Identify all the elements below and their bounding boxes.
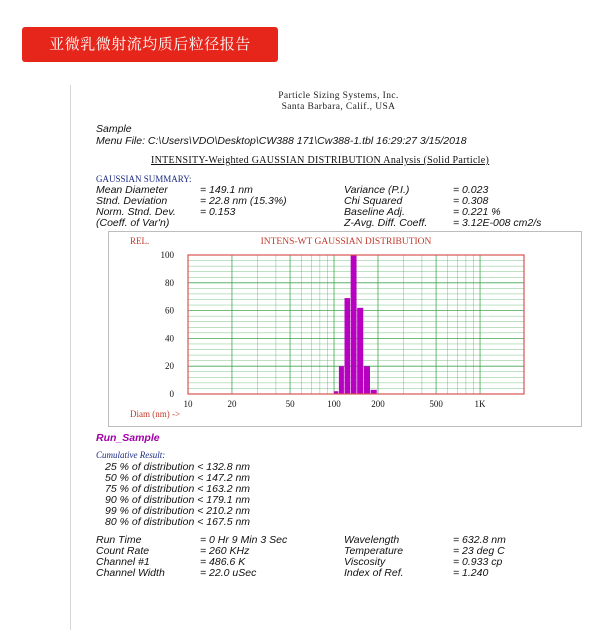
std-deviation-label: Stnd. Deviation: [96, 195, 168, 207]
y-tick-label: 0: [169, 389, 174, 399]
y-tick-label: 100: [160, 250, 174, 260]
variance-label: Variance (P.I.): [344, 184, 410, 196]
y-tick-label: 20: [165, 361, 174, 372]
channel-1-value: = 486.6 K: [200, 556, 246, 568]
coeff-of-variation-label: (Coeff. of Var'n): [96, 217, 170, 229]
z-avg-diff-coeff-label: Z-Avg. Diff. Coeff.: [344, 217, 428, 229]
menu-file-line: Menu File: C:\Users\VDO\Desktop\CW388 171\Cw388-1.tbl 16:29:27 3/15/2018: [96, 135, 467, 147]
mean-diameter-value: = 149.1 nm: [200, 184, 253, 196]
x-tick-label: 200: [371, 399, 385, 409]
baseline-adj-value: = 0.221 %: [453, 206, 501, 218]
channel-1-label: Channel #1: [96, 556, 150, 568]
index-of-ref-value: = 1.240: [453, 567, 489, 579]
cumulative-row: 80 % of distribution < 167.5 nm: [105, 516, 251, 528]
y-tick-label: 80: [165, 277, 174, 288]
cumulative-result-heading: Cumulative Result:: [96, 450, 166, 460]
viscosity-label: Viscosity: [344, 556, 386, 568]
x-tick-label: 50: [285, 399, 295, 409]
channel-width-label: Channel Width: [96, 567, 165, 579]
analysis-title: INTENSITY-Weighted GAUSSIAN DISTRIBUTION Analysis (Solid Particle): [151, 155, 490, 166]
norm-std-dev-value: = 0.153: [200, 206, 236, 218]
cumulative-row: 25 % of distribution < 132.8 nm: [105, 461, 251, 473]
viscosity-value: = 0.933 cp: [453, 556, 503, 568]
x-tick-label: 10: [183, 399, 193, 409]
z-avg-diff-coeff-value: = 3.12E-008 cm2/s: [453, 217, 542, 229]
company-name: Particle Sizing Systems, Inc.: [278, 91, 399, 101]
cumulative-row: 99 % of distribution < 210.2 nm: [105, 505, 251, 517]
x-tick-label: 500: [429, 399, 443, 409]
wavelength-label: Wavelength: [344, 534, 400, 546]
company-location: Santa Barbara, Calif., USA: [281, 102, 396, 112]
chart-x-ticks: [184, 399, 487, 409]
x-tick-label: 100: [327, 399, 341, 409]
chi-squared-value: = 0.308: [453, 195, 489, 207]
channel-width-value: = 22.0 uSec: [200, 567, 257, 579]
variance-value: = 0.023: [453, 184, 489, 196]
distribution-chart: [108, 231, 582, 427]
chart-ylabel: REL.: [130, 236, 150, 246]
run-sample-label: Run_Sample: [96, 432, 160, 444]
distribution-bar: [371, 390, 377, 394]
report-page: [70, 85, 606, 630]
report-title-banner: 亚微乳微射流均质后粒径报告: [22, 27, 278, 62]
std-deviation-value: = 22.8 nm (15.3%): [200, 195, 287, 207]
count-rate-value: = 260 KHz: [200, 545, 250, 557]
distribution-bar: [345, 298, 351, 394]
distribution-bar: [351, 255, 357, 394]
y-tick-label: 60: [165, 305, 174, 316]
chart-title: INTENS-WT GAUSSIAN DISTRIBUTION: [260, 237, 432, 247]
mean-diameter-label: Mean Diameter: [96, 184, 168, 196]
x-tick-label: 1K: [474, 399, 486, 409]
wavelength-value: = 632.8 nm: [453, 534, 506, 546]
norm-std-dev-label: Norm. Stnd. Dev.: [96, 206, 176, 218]
cumulative-row: 50 % of distribution < 147.2 nm: [105, 472, 251, 484]
chart-xlabel: Diam (nm) ->: [130, 409, 181, 419]
distribution-bar: [339, 366, 344, 394]
index-of-ref-label: Index of Ref.: [344, 567, 404, 579]
x-tick-label: 20: [227, 399, 237, 409]
gaussian-summary-heading: GAUSSIAN SUMMARY:: [96, 174, 192, 184]
y-tick-label: 40: [165, 333, 174, 344]
chi-squared-label: Chi Squared: [344, 195, 403, 207]
count-rate-label: Count Rate: [96, 545, 150, 557]
temperature-value: = 23 deg C: [453, 545, 505, 557]
sample-label: Sample: [96, 123, 132, 135]
baseline-adj-label: Baseline Adj.: [344, 206, 405, 218]
distribution-bar: [364, 366, 370, 394]
run-time-value: = 0 Hr 9 Min 3 Sec: [200, 534, 288, 546]
cumulative-row: 75 % of distribution < 163.2 nm: [105, 483, 251, 495]
distribution-bar: [357, 308, 363, 394]
cumulative-row: 90 % of distribution < 179.1 nm: [105, 494, 251, 506]
run-time-label: Run Time: [96, 534, 142, 546]
temperature-label: Temperature: [344, 545, 404, 557]
